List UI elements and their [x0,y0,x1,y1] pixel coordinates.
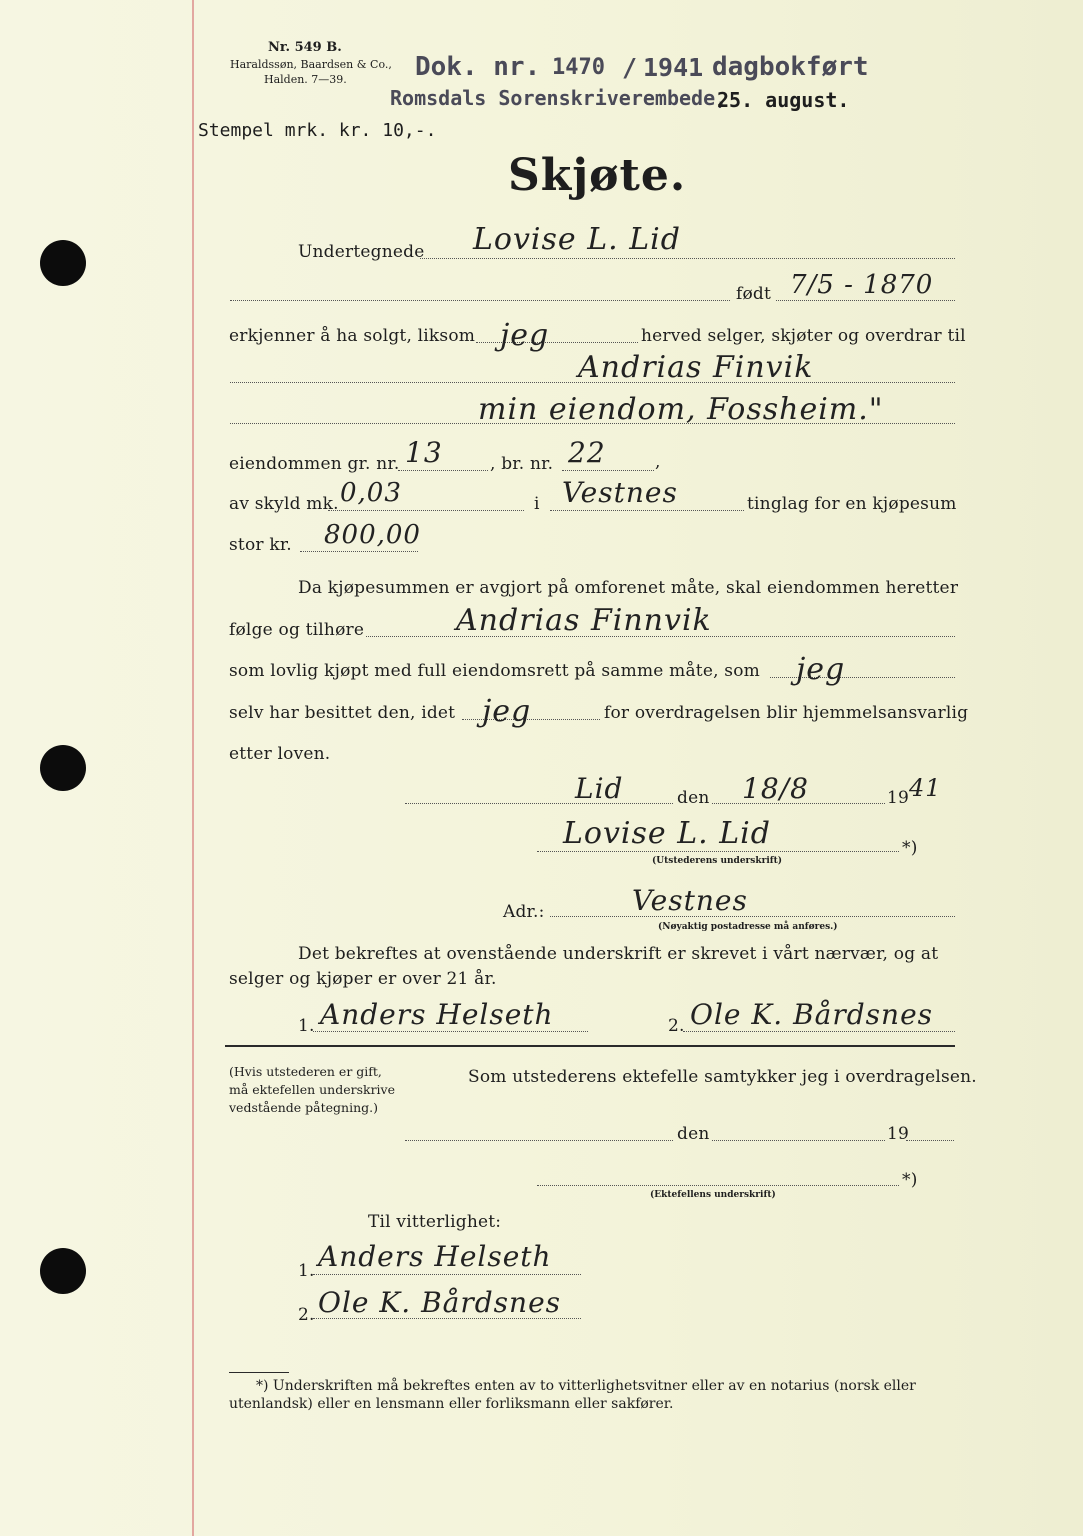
dotted-line [230,300,730,301]
dotted-line [300,551,418,552]
text-hvis3: vedstående påtegning.) [229,1100,378,1115]
footnote-line2: utenlandsk) eller en lensmann eller forliksmann eller sakfører. [229,1396,674,1412]
dotted-line [313,1274,581,1275]
text-til-vitterlighet: Til vitterlighet: [368,1212,502,1232]
binder-hole [40,240,86,286]
dotted-line [328,510,524,511]
hw-witness-b2: Ole K. Bårdsnes [318,1286,562,1319]
dotted-line [550,510,744,511]
hw-seller: Lovise L. Lid [473,222,681,257]
label-den2: den [677,1124,710,1144]
hw-place: Lid [575,772,624,805]
label-nineteen2: 19 [887,1124,910,1144]
hw-witness-a1: Anders Helseth [320,998,554,1031]
label-adr: Adr.: [503,902,545,922]
hw-idet-jeg: jeg [482,694,532,729]
dotted-line [906,1140,954,1141]
label-comma: , [655,452,661,472]
label-star2: *) [902,1170,918,1190]
label-nineteen1: 19 [887,788,910,808]
label-undertegnede: Undertegnede [298,242,425,262]
hw-skyld: 0,03 [340,478,402,508]
dotted-line [405,803,673,804]
label-herved: herved selger, skjøter og overdrar til [641,326,966,346]
hw-year-suffix: 41 [909,774,942,802]
text-hvis2: må ektefellen underskrive [229,1082,396,1097]
label-eiendommen-gr: eiendommen gr. nr. [229,454,400,474]
stamp-dok: Dok. nr. [415,52,541,82]
stamp-number: 1470 [552,55,605,80]
text-hvis1: (Hvis utstederen er gift, [229,1064,382,1079]
binder-hole [40,745,86,791]
label-w1: 1. [298,1016,315,1036]
footnote-rule [229,1372,289,1373]
hw-buyer1: Andrias Finvik [578,350,814,385]
label-erkjenner: erkjenner å ha solgt, liksom [229,326,476,346]
hw-date: 18/8 [742,772,809,805]
margin-line [192,0,194,1536]
divider-rule [225,1045,955,1047]
hw-som-jeg: jeg [796,652,846,687]
label-folge: følge og tilhøre [229,620,365,640]
label-v1: 1. [298,1261,315,1281]
hw-tinglag: Vestnes [562,476,678,509]
binder-hole [40,1248,86,1294]
text-som-lovlig: som lovlig kjøpt med full eiendomsrett på samme måte, som [229,661,760,681]
hw-gr-nr: 13 [405,436,443,469]
hw-address: Vestnes [632,884,748,917]
text-da-line: Da kjøpesummen er avgjort på omforenet måte, skal eiendommen heretter [298,578,959,598]
footnote-line1: *) Underskriften må bekreftes enten av to vitterlighetsvitner eller av en notarius (norsk eller [256,1378,916,1394]
dotted-line [398,470,488,471]
printer-line2: Halden. 7—39. [264,73,347,86]
hw-witness-a2: Ole K. Bårdsnes [690,998,934,1031]
stamp-year: 1941 [643,53,704,82]
printer-line1: Haraldssøn, Baardsen & Co., [230,58,392,71]
dotted-line [776,300,955,301]
label-star1: *) [902,838,918,858]
text-bekreftes1: Det bekreftes at ovenstående underskrift er skrevet i vårt nærvær, og at [298,944,939,964]
text-selv-har: selv har besittet den, idet [229,703,456,723]
label-i: i [534,494,540,514]
text-samtykker: Som utstederens ektefelle samtykker jeg i overdragelsen. [468,1067,977,1087]
label-fodt: født [736,284,772,304]
text-etter-loven: etter loven. [229,744,331,764]
document-title: Skjøte. [508,150,687,201]
stamp-date: 25. august. [717,88,850,112]
label-w2: 2. [668,1016,685,1036]
dotted-line [562,470,654,471]
hw-price: 800,00 [324,520,421,550]
stamp-office: Romsdals Sorenskriverembede, [390,86,728,110]
text-bekreftes2: selger og kjøper er over 21 år. [229,969,497,989]
dotted-line [405,1140,673,1141]
label-v2: 2. [298,1305,315,1325]
text-for-overdragelsen: for overdragelsen blir hjemmelsansvarlig [604,703,969,723]
label-utstederens-underskrift: (Utstederens underskrift) [652,856,783,866]
form-number: Nr. 549 B. [268,40,342,55]
hw-birth-date: 7/5 - 1870 [790,270,934,300]
label-ektefellens-underskrift: (Ektefellens underskrift) [650,1190,776,1200]
label-av-skyld: av skyld mk. [229,494,339,514]
label-br-nr: , br. nr. [490,454,554,474]
label-stor-kr: stor kr. [229,535,292,555]
label-tinglag: tinglag for en kjøpesum [747,494,957,514]
hw-liksom: jeg [500,318,550,353]
dotted-line [712,1140,885,1141]
stamp-slash: / [622,53,638,82]
stempel-text: Stempel mrk. kr. 10,-. [198,120,437,141]
hw-br-nr: 22 [568,436,606,469]
dotted-line [683,1031,955,1032]
dotted-line [313,1031,588,1032]
hw-witness-b1: Anders Helseth [318,1240,552,1273]
dotted-line [537,851,899,852]
label-den1: den [677,788,710,808]
label-noyaktig: (Nøyaktig postadresse må anføres.) [658,922,838,932]
dotted-line [550,916,955,917]
dotted-line [420,258,955,259]
hw-signature: Lovise L. Lid [563,816,771,851]
hw-property: min eiendom, Fossheim." [478,392,884,427]
stamp-dagbokfort: dagbokført [712,52,869,82]
hw-buyer2: Andrias Finnvik [456,603,712,638]
dotted-line [537,1185,899,1186]
